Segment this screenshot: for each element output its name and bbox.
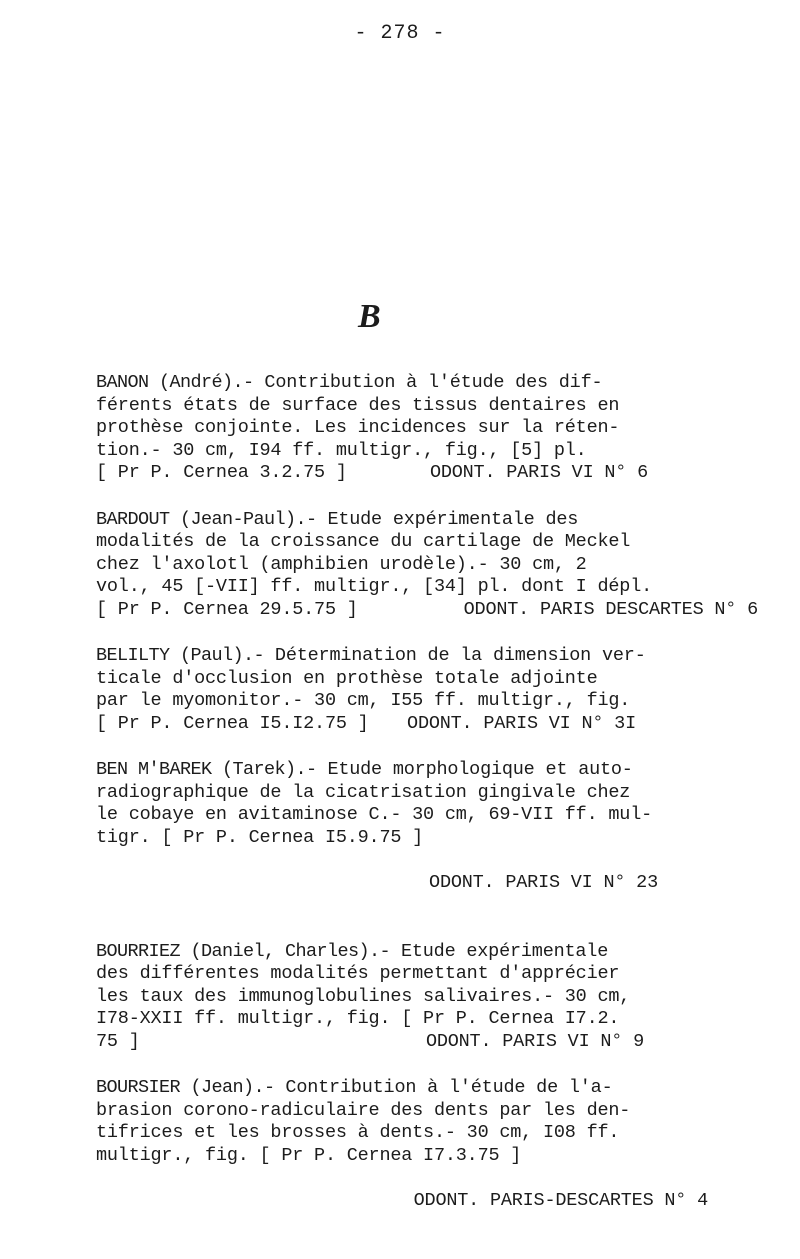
entry-author: BEN M'BAREK (Tarek).- [96,759,317,780]
entry-location: ODONT. PARIS VI N° 6 [429,462,648,483]
entry-text: Détermination de la dimension ver- [264,645,646,666]
entry-text: I78-XXII ff. multigr., fig. [ Pr P. Cernea I7.2. [96,1008,620,1029]
entry-text: multigr., fig. [ Pr P. Cernea I7.3.75 ] [96,1144,522,1166]
entry-text: le cobaye en avitaminose C.- 30 cm, 69-VII ff. mul- [96,804,652,825]
entry-note: 75 ] [96,1030,140,1052]
bibliography-entry [96,1077,736,1235]
bibliography-entry [96,759,736,917]
entry-text: les taux des immunoglobulines salivaires.- 30 cm, [96,985,631,1007]
entry-author: BOURRIEZ (Daniel, Charles).- [96,940,391,962]
entry-author: BARDOUT (Jean-Paul).- [96,508,317,530]
entry-text: radiographique de la cicatrisation gingivale chez [96,781,631,803]
entry-text: chez l'axolotl (amphibien urodèle).- 30 cm, 2 [96,553,587,575]
entry-text: brasion corono-radiculaire des dents par les den- [96,1099,631,1121]
entry-text: des différentes modalités permettant d'apprécier [96,963,620,984]
entry-location: ODONT. PARIS VI N° 3I [407,712,636,734]
entry-author: BANON (André).- [96,372,254,393]
entry-location: ODONT. PARIS DESCARTES N° 6 [463,598,758,620]
entry-text: Etude expérimentale [390,940,609,962]
entry-text: tifrices et les brosses à dents.- 30 cm, I08 ff. [96,1122,620,1143]
entry-note: [ Pr P. Cernea 3.2.75 ] [96,462,347,483]
entry-author: BOURSIER (Jean).- [96,1077,275,1098]
bibliography-entry [96,372,736,485]
entry-text: tigr. [ Pr P. Cernea I5.9.75 ] [96,826,424,848]
bibliography-list [96,372,758,1259]
bibliography-entry [96,508,758,622]
entry-text: férents états de surface des tissus dentaires en [96,394,620,416]
entry-text: par le myomonitor.- 30 cm, I55 ff. multigr., fig. [96,690,631,711]
entry-text: ticale d'occlusion en prothèse totale adjointe [96,667,598,689]
entry-text: Etude morphologique et auto- [316,759,633,780]
entry-note: [ Pr P. Cernea I5.I2.75 ] [96,712,369,734]
page-number: - 278 - [354,22,446,45]
entry-location: ODONT. PARIS VI N° 9 [425,1030,644,1052]
entry-text: modalités de la croissance du cartilage de Meckel [96,531,631,552]
bibliography-entry [96,941,736,1054]
section-letter: B [358,298,381,335]
bibliography-entry [96,645,736,735]
entry-text: Etude expérimentale des [316,508,579,530]
entry-text: tion.- 30 cm, I94 ff. multigr., fig., [5] pl. [96,439,587,461]
entry-text: Contribution à l'étude des dif- [253,372,603,393]
entry-text: Contribution à l'étude de l'a- [274,1077,613,1098]
entry-text: vol., 45 [-VII] ff. multigr., [34] pl. dont I dépl. [96,576,652,597]
entry-location: ODONT. PARIS-DESCARTES N° 4 [413,1189,708,1211]
entry-author: BELILTY (Paul).- [96,645,265,666]
entry-text: prothèse conjointe. Les incidences sur la réten- [96,417,620,438]
entry-location: ODONT. PARIS VI N° 23 [429,871,658,893]
entry-note: [ Pr P. Cernea 29.5.75 ] [96,598,358,620]
